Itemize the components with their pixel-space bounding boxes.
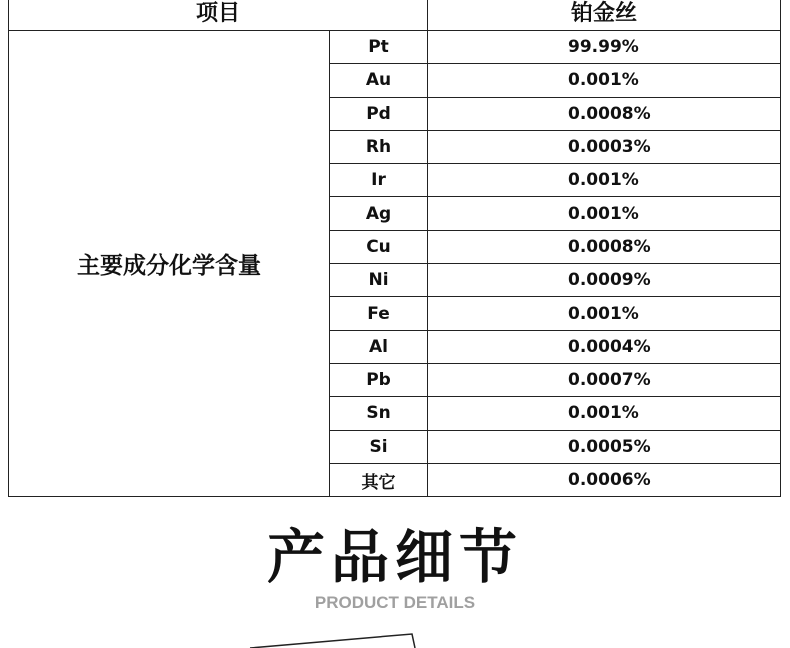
element-cell: Cu (330, 230, 428, 263)
element-cell: Pb (330, 363, 428, 396)
element-cell: Si (330, 430, 428, 463)
section-subtitle: PRODUCT DETAILS (314, 593, 476, 612)
content-value-cell: 0.0003% (428, 130, 781, 163)
content-value-cell: 99.99% (428, 31, 781, 64)
header-product-cell: 铂金丝 (428, 0, 781, 31)
decorative-frame-edge (0, 620, 790, 648)
element-cell: 其它 (330, 463, 428, 496)
content-value-cell: 0.001% (428, 397, 781, 430)
element-cell: Pd (330, 97, 428, 130)
element-cell: Au (330, 64, 428, 97)
content-value-cell: 0.001% (428, 164, 781, 197)
content-value-cell: 0.0007% (428, 363, 781, 396)
content-value-cell: 0.0005% (428, 430, 781, 463)
table-header-row (9, 0, 781, 31)
content-value-cell: 0.0008% (428, 97, 781, 130)
element-cell: Pt (330, 31, 428, 64)
content-value-cell: 0.001% (428, 197, 781, 230)
content-value-cell: 0.0008% (428, 230, 781, 263)
element-cell: Ag (330, 197, 428, 230)
content-value-cell: 0.0009% (428, 264, 781, 297)
element-cell: Ir (330, 164, 428, 197)
header-item-cell: 项目 (9, 0, 428, 31)
row-group-label: 主要成分化学含量 (9, 31, 330, 497)
element-cell: Al (330, 330, 428, 363)
element-cell: Ni (330, 264, 428, 297)
content-value-cell: 0.0004% (428, 330, 781, 363)
element-cell: Rh (330, 130, 428, 163)
section-title: 产品细节 (266, 523, 523, 591)
table-row (9, 31, 781, 64)
composition-table (8, 0, 781, 497)
content-value-cell: 0.0006% (428, 463, 781, 496)
element-cell: Fe (330, 297, 428, 330)
element-cell: Sn (330, 397, 428, 430)
content-value-cell: 0.001% (428, 64, 781, 97)
content-value-cell: 0.001% (428, 297, 781, 330)
